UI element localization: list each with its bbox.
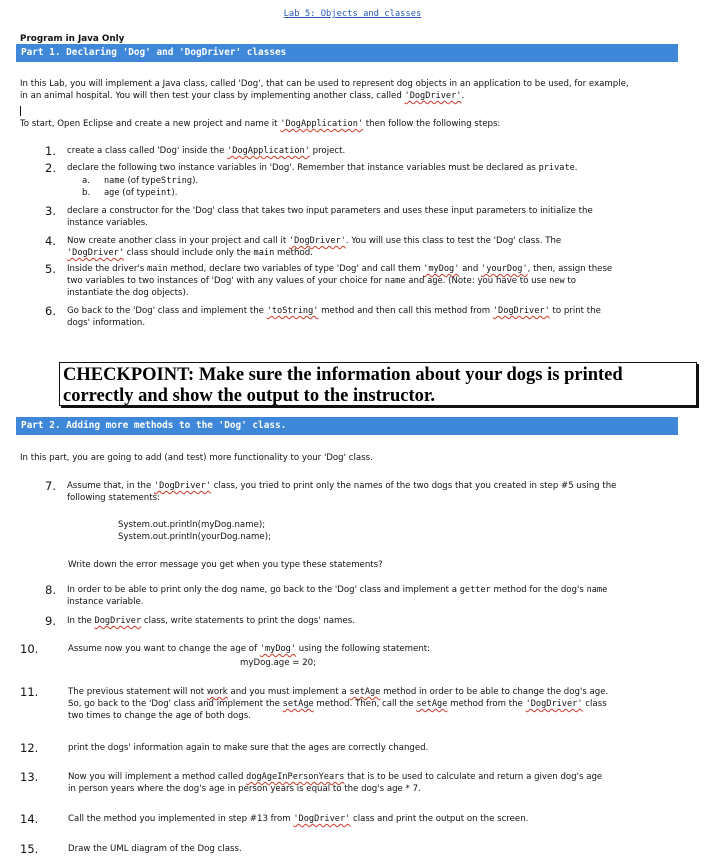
intro-line-2: in an animal hospital. You will then test your class by implementing another class, called 'DogDriver'.: [20, 91, 465, 101]
part1-start: To start, Open Eclipse and create a new project and name it 'DogApplication' then follow the following steps:: [20, 119, 501, 129]
list-item: 6. Go back to the 'Dog' class and implement the 'toString' method and then call this method from 'DogDriver' to print the dogs' information.: [45, 304, 601, 328]
part1-intro: [20, 78, 668, 102]
list-item: 3. declare a constructor for the 'Dog' class that takes two input parameters and uses these input parameters to initialize the instance variables.: [45, 204, 593, 228]
intro-line-1: In this Lab, you will implement a Java class, called 'Dog', that can be used to represent dog objects in an application to be used, for example,: [20, 79, 629, 89]
code-line-2: System.out.println(yourDog.name);: [118, 532, 271, 542]
step-7: [20, 480, 670, 504]
list-item: 11. The previous statement will not work and you must implement a setAge method in order to be able to change the dog's age. So, go back to the 'Dog' class and implement the setAge method. Then, call the setAge method from the 'DogDriver' class two times to change the age of both dogs.: [20, 685, 609, 721]
step-10: [20, 643, 670, 656]
step-14: [20, 813, 670, 826]
list-item: 14. Call the method you implemented in step #13 from 'DogDriver' class and print the output on the screen.: [20, 812, 529, 826]
part1-heading: Part 1. Declaring 'Dog' and 'DogDriver' classes: [16, 44, 678, 62]
list-item: 12. print the dogs' information again to make sure that the ages are correctly changed.: [20, 741, 429, 755]
checkpoint-line-1: CHECKPOINT: Make sure the information about your dogs is printed: [63, 365, 623, 385]
step-12: [20, 742, 670, 755]
sub-item-name: a. name (of type String ).: [82, 176, 199, 186]
program-note: Program in Java Only: [20, 34, 125, 44]
list-item: 9. In the DogDriver class, write statements to print the dogs' names.: [45, 614, 355, 628]
list-item: 7. Assume that, in the 'DogDriver' class, you tried to print only the names of the two dogs that you created in step #5 using the following statements:: [45, 479, 617, 503]
step-13: [20, 771, 670, 795]
text-cursor: [20, 106, 21, 116]
step-11: [20, 686, 670, 722]
part2-heading: Part 2. Adding more methods to the 'Dog' class.: [16, 417, 678, 435]
step-15: [20, 843, 670, 856]
list-item: 13. Now you will implement a method called dogAgeInPersonYears that is to be used to calculate and return a given dog's age in person years where the dog's age in person years is equal to the dog's age * 7.: [20, 770, 603, 794]
write-down-prompt: Write down the error message you get when you type these statements?: [68, 560, 383, 570]
part1-steps: [20, 145, 670, 329]
myDog-age-statement: myDog.age = 20;: [240, 658, 317, 668]
list-item: 5. Inside the driver's main method, declare two variables of type 'Dog' and call them 'myDog' and 'yourDog', then, assign these two variables to two instances of 'Dog' with any values of your choice for name and age. (Note: you have to use new to instantiate the dog objects).: [45, 262, 613, 298]
checkpoint-line-2: correctly and show the output to the instructor.: [63, 386, 436, 406]
checkpoint-box: [59, 362, 697, 406]
list-item: 4. Now create another class in your project and call it 'DogDriver'. You will use this class to test the 'Dog' class. The 'DogDriver' class should include only the main method.: [45, 234, 562, 258]
step-8: [20, 584, 670, 608]
sub-item-age: b. age (of type int ).: [82, 188, 178, 198]
step-9: [20, 615, 670, 628]
list-item: 10. Assume now you want to change the age of 'myDog' using the following statement:: [20, 642, 431, 656]
document-title[interactable]: Lab 5: Objects and classes: [283, 9, 422, 19]
list-item: 1. create a class called 'Dog' inside the 'DogApplication' project.: [45, 144, 346, 158]
list-item: 15. Draw the UML diagram of the Dog class.: [20, 842, 242, 856]
list-item: 2. declare the following two instance variables in 'Dog'. Remember that instance variables must be declared as private.: [45, 161, 578, 175]
list-item: 8. In order to be able to print only the dog name, go back to the 'Dog' class and implement a getter method for the dog's name instance variable.: [45, 583, 608, 607]
part2-intro: In this part, you are going to add (and test) more functionality to your 'Dog' class.: [20, 453, 373, 463]
code-line-1: System.out.println(myDog.name);: [118, 520, 266, 530]
